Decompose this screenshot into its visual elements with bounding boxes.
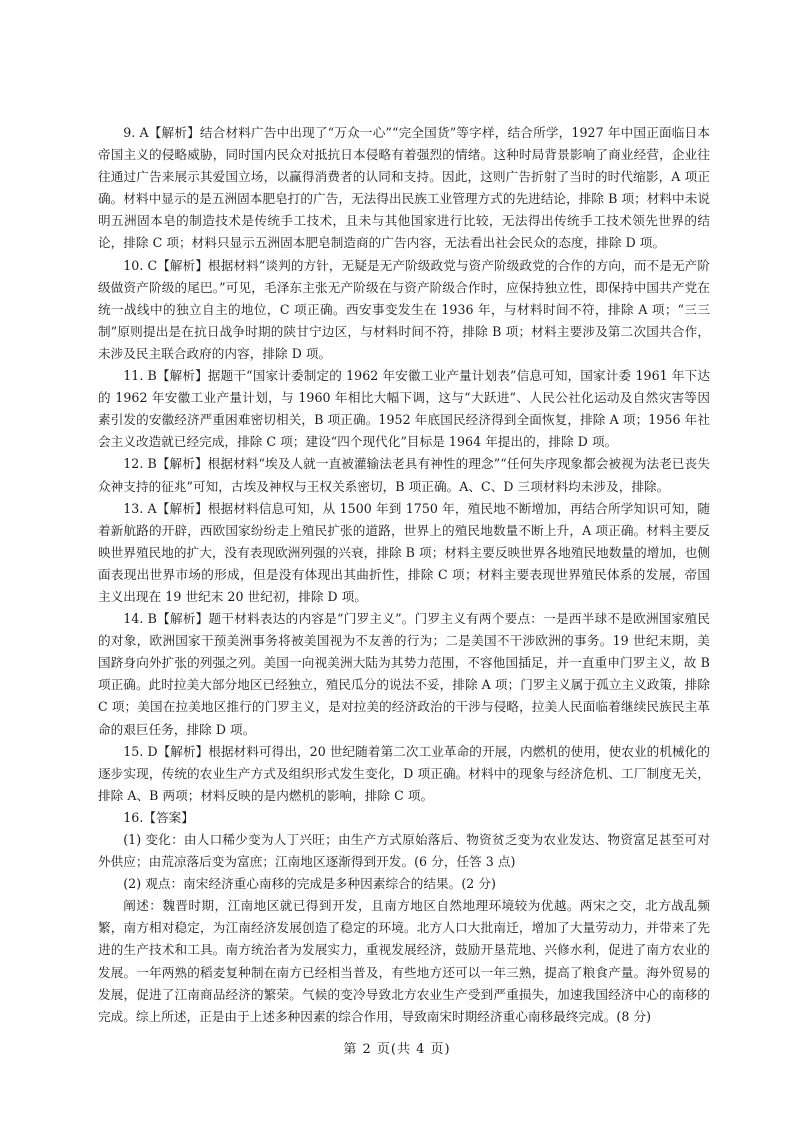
answer-13: 13. A【解析】根据材料信息可知，从 1500 年到 1750 年，殖民地不断增加，再结合所学知识可知，随着新航路的开辟，西欧国家纷纷走上殖民扩张的道路，世界上的殖民地数量不断上升，A 项正确。材料主要反映世界殖民地的扩大，没有表现欧洲列强的兴衰，排除 B 项；材料主要反映世界各地殖民地数量的增加，也侧面表现出世界市场的形成，但是没有体现出其曲折性，排除 C 项；材料主要表现世界殖民体系的发展，帝国主义出现在 19 世纪末 20 世纪初，排除 D 项。	[98, 500, 710, 604]
answer-key-body	[98, 122, 710, 1028]
answer-10: 10. C【解析】根据材料“谈判的方针，无疑是无产阶级政党与资产阶级政党的合作的方向，而不是无产阶级做资产阶级的尾巴。”可见，毛泽东主张无产阶级在与资产阶级合作时，应保持独立性，即保持中国共产党在统一战线中的独立自主的地位，C 项正确。西安事变发生在 1936 年，与材料时间不符，排除 A 项；“三三制”原则提出是在抗日战争时期的陕甘宁边区，与材料时间不符，排除 B 项；材料主要涉及第二次国共合作，未涉及民主联合政府的内容，排除 D 项。	[98, 257, 710, 361]
answer-16-explanation: 阐述：魏晋时期，江南地区就已得到开发，且南方地区自然地理环境较为优越。两宋之交，北方战乱频繁，南方相对稳定，为江南经济发展创造了稳定的环境。北方人口大批南迁，增加了大量劳动力，并带来了先进的生产技术和工具。南方统治者为发展实力，重视发展经济，鼓励开垦荒地、兴修水利，促进了南方农业的发展。一年两熟的稻麦复种制在南方已经相当普及，有些地方还可以一年三熟，提高了粮食产量。海外贸易的发展，促进了江南商品经济的繁荣。气候的变冷导致北方农业生产受到严重损失，加速我国经济中心的南移的完成。综上所述，正是由于上述多种因素的综合作用，导致南宋时期经济重心南移最终完成。(8 分)	[98, 898, 710, 1024]
answer-16-heading: 16.【答案】	[123, 809, 194, 825]
answer-16-part-1: (1) 变化：由人口稀少变为人丁兴旺；由生产方式原始落后、物资贫乏变为农业发达、物资富足甚至可对外供应；由荒凉落后变为富庶；江南地区逐渐得到开发。(6 分，任答 3 点)	[98, 832, 710, 870]
answer-11: 11. B【解析】据题干“国家计委制定的 1962 年安徽工业产量计划表”信息可知，国家计委 1961 年下达的 1962 年安徽工业产量计划，与 1960 年相比大幅下调，这与“大跃进”、人民公社化运动及自然灾害等因素引发的安徽经济严重困难密切相关，B 项正确。1952 年底国民经济得到全面恢复，排除 A 项；1956 年社会主义改造就已经完成，排除 C 项；建设“四个现代化”目标是 1964 年提出的，排除 D 项。	[98, 368, 710, 450]
answer-14: 14. B【解析】题干材料表达的内容是“门罗主义”。门罗主义有两个要点：一是西半球不是欧洲国家殖民的对象，欧洲国家干预美洲事务将被美国视为不友善的行为；二是美国不干涉欧洲的事务。19 世纪末期，美国跻身向外扩张的列强之列。美国一向视美洲大陆为其势力范围，不容他国插足，并一直重申门罗主义，故 B 项正确。此时拉美大部分地区已经独立，殖民瓜分的说法不妥，排除 A 项；门罗主义属于孤立主义政策，排除 C 项；美国在拉美地区推行的门罗主义，是对拉美的经济政治的干涉与侵略，拉美人民面临着继续民族民主革命的艰巨任务，排除 D 项。	[98, 611, 710, 737]
answer-16-part-2: (2) 观点：南宋经济重心南移的完成是多种因素综合的结果。(2 分)	[123, 876, 497, 892]
answer-9: 9. A【解析】结合材料广告中出现了“万众一心”“完全国货”等字样，结合所学，1927 年中国正面临日本帝国主义的侵略威胁，同时国内民众对抵抗日本侵略有着强烈的情绪。这种时局背景影响了商业经营，企业往往通过广告来展示其爱国立场，以赢得消费者的认同和支持。因此，这则广告折射了当时的时代缩影，A 项正确。材料中显示的是五洲固本肥皂打的广告，无法得出民族工业管理方式的先进结论，排除 B 项；材料中未说明五洲固本皂的制造技术是传统手工技术，且未与其他国家进行比较，无法得出传统手工技术领先世界的结论，排除 C 项；材料只显示五洲固本肥皂制造商的广告内容，无法看出社会民众的态度，排除 D 项。	[98, 125, 710, 251]
page-number: 第 2 页(共 4 页)	[343, 1042, 451, 1057]
answer-12: 12. B【解析】根据材料“埃及人就一直被灌输法老具有神性的理念”“任何失序现象都会被视为法老已丧失众神支持的征兆”可知，古埃及神权与王权关系密切，B 项正确。A、C、D 三项材料均未涉及，排除。	[98, 456, 710, 494]
answer-15: 15. D【解析】根据材料可得出，20 世纪随着第二次工业革命的开展，内燃机的使用，使农业的机械化的逐步实现，传统的农业生产方式及组织形式发生变化，D 项正确。材料中的现象与经济危机、工厂制度无关，排除 A、B 两项；材料反映的是内燃机的影响，排除 C 项。	[98, 743, 710, 803]
